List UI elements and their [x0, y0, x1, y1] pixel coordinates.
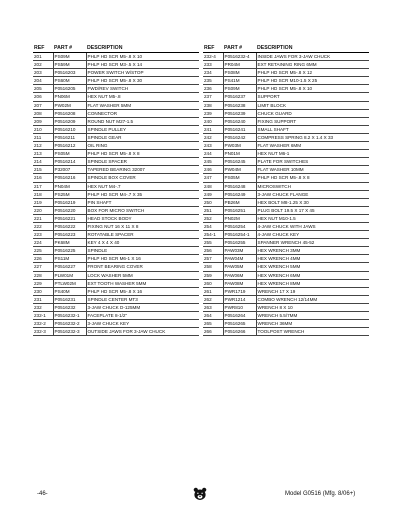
part-number-cell: P0516225 — [53, 247, 86, 255]
part-number-cell: P0516239 — [223, 109, 256, 117]
part-number-cell: PWR810 — [223, 303, 256, 311]
description-cell: FIXING SUPPORT — [256, 117, 369, 125]
part-number-cell: P0516209 — [53, 117, 86, 125]
table-row — [33, 231, 199, 239]
ref-cell: 232-2 — [33, 320, 53, 328]
description-cell: 3-JAW CHUCK D-125MM — [86, 303, 199, 311]
part-number-cell: P0516219 — [53, 198, 86, 206]
part-number-cell: P0516248 — [223, 182, 256, 190]
description-cell: PIN SHAFT — [86, 198, 199, 206]
description-header: DESCRIPTION — [86, 44, 199, 53]
ref-cell: 212 — [33, 142, 53, 150]
part-number-cell: P0516212 — [53, 142, 86, 150]
table-row — [33, 214, 199, 222]
ref-cell: 237 — [203, 93, 223, 101]
table-row — [203, 312, 369, 320]
part-number-cell: PB26M — [223, 198, 256, 206]
part-number-cell: P0516216 — [53, 174, 86, 182]
part-number-cell: P0516242 — [223, 133, 256, 141]
ref-cell: 222 — [33, 222, 53, 230]
table-row — [33, 198, 199, 206]
ref-cell: 239 — [203, 109, 223, 117]
part-number-cell: P0516232-4 — [223, 53, 256, 61]
ref-cell: 229 — [33, 279, 53, 287]
part-number-cell: P0516245 — [223, 158, 256, 166]
ref-cell: 232-3 — [33, 328, 53, 336]
part-number-cell: P0516222 — [53, 222, 86, 230]
table-row — [33, 69, 199, 77]
part-header: PART # — [53, 44, 86, 53]
description-cell: HEX WRENCH 5MM — [256, 263, 369, 271]
part-number-cell: P0516211 — [53, 133, 86, 141]
part-header: PART # — [223, 44, 256, 53]
description-cell: PLATE FOR SWITCHES — [256, 158, 369, 166]
ref-cell: 266 — [203, 328, 223, 336]
ref-cell: 245 — [203, 158, 223, 166]
table-row — [203, 109, 369, 117]
table-row — [33, 142, 199, 150]
part-number-cell: PN01M — [223, 150, 256, 158]
ref-cell: 213 — [33, 150, 53, 158]
ref-cell: 238 — [203, 101, 223, 109]
table-row — [203, 117, 369, 125]
description-cell: 4-JAW CHUCK WITH JAWS — [256, 222, 369, 230]
table-row — [33, 247, 199, 255]
part-number-cell: P0516251 — [223, 206, 256, 214]
ref-cell: 210 — [33, 125, 53, 133]
ref-cell: 206 — [33, 93, 53, 101]
description-cell: PHLP HD SCR M10-1.5 X 25 — [256, 77, 369, 85]
ref-cell: 258 — [203, 263, 223, 271]
part-number-cell: P0516254 — [223, 222, 256, 230]
part-number-cell: P0516203 — [53, 69, 86, 77]
table-row — [33, 190, 199, 198]
part-number-cell: P0516249 — [223, 190, 256, 198]
part-number-cell: PW04M — [223, 166, 256, 174]
ref-cell: 208 — [33, 109, 53, 117]
description-cell: BOX FOR MICRO SWITCH — [86, 206, 199, 214]
ref-cell: 219 — [33, 198, 53, 206]
part-number-cell: P0516254-1 — [223, 231, 256, 239]
description-cell: TOOLPOST WRENCH — [256, 328, 369, 336]
ref-cell: 244 — [203, 150, 223, 158]
description-cell: SPANNER WRENCH 45-52 — [256, 239, 369, 247]
table-row — [33, 158, 199, 166]
description-cell: LOCK WASHER 5MM — [86, 271, 199, 279]
ref-cell: 232 — [33, 303, 53, 311]
part-number-cell: P0516208 — [53, 109, 86, 117]
part-number-cell: P0516264 — [223, 312, 256, 320]
part-number-cell: PS11M — [53, 255, 86, 263]
ref-cell: 257 — [203, 255, 223, 263]
table-row — [33, 287, 199, 295]
part-number-cell: P32007 — [53, 166, 86, 174]
ref-cell: 241 — [203, 125, 223, 133]
part-number-cell: P0516265 — [223, 320, 256, 328]
description-cell: FLAT WASHER 6MM — [256, 142, 369, 150]
ref-cell: 262 — [203, 295, 223, 303]
table-row — [203, 77, 369, 85]
part-number-cell: PS60M — [53, 77, 86, 85]
table-row — [33, 109, 199, 117]
description-cell: PHLP HD SCR M5-.8 X 8 — [86, 150, 199, 158]
ref-cell: 242 — [203, 133, 223, 141]
part-number-cell: PS59M — [53, 61, 86, 69]
ref-cell: 232-1 — [33, 312, 53, 320]
ref-header: REF — [203, 44, 223, 53]
part-number-cell: P0516210 — [53, 125, 86, 133]
description-cell: HEX NUT M5-.8 — [86, 93, 199, 101]
description-cell: FLAT WASHER 5MM — [86, 101, 199, 109]
ref-cell: 259 — [203, 271, 223, 279]
ref-cell: 256 — [203, 247, 223, 255]
description-cell: WRENCH 5.5/7MM — [256, 312, 369, 320]
description-cell: PHLP HD SCR M5-.8 X 10 — [86, 53, 199, 61]
ref-cell: 240 — [203, 117, 223, 125]
ref-cell: 234 — [203, 69, 223, 77]
description-cell: ROTATABLE SPACER — [86, 231, 199, 239]
ref-cell: 218 — [33, 190, 53, 198]
table-row — [203, 263, 369, 271]
description-cell: MICROSWITCH — [256, 182, 369, 190]
part-number-cell: PR04M — [223, 61, 256, 69]
table-row — [33, 53, 199, 61]
ref-cell: 263 — [203, 303, 223, 311]
table-row — [203, 222, 369, 230]
ref-cell: 250 — [203, 198, 223, 206]
ref-cell: 202 — [33, 61, 53, 69]
ref-cell: 251 — [203, 206, 223, 214]
ref-cell: 207 — [33, 101, 53, 109]
description-cell: WRENCH 17 X 19 — [256, 287, 369, 295]
description-cell: FWD/REV SWITCH — [86, 85, 199, 93]
description-cell: COMPRESS SPRING 8.2 X 1.4 X 33 — [256, 133, 369, 141]
description-cell: HEX NUT M4-.7 — [86, 182, 199, 190]
description-cell: SPINDLE PULLEY — [86, 125, 199, 133]
table-row — [203, 133, 369, 141]
part-number-cell: P0516227 — [53, 263, 86, 271]
description-cell: SUPPORT — [256, 93, 369, 101]
ref-cell: 226 — [33, 255, 53, 263]
part-number-cell: P0516266 — [223, 328, 256, 336]
ref-cell: 254 — [203, 222, 223, 230]
table-row — [33, 279, 199, 287]
table-row — [33, 85, 199, 93]
table-row — [203, 271, 369, 279]
table-row — [203, 239, 369, 247]
table-row — [33, 206, 199, 214]
table-row — [33, 303, 199, 311]
part-number-cell: P0516205 — [53, 85, 86, 93]
description-cell: PHLP HD SCR M5-.8 X 8 — [256, 174, 369, 182]
part-number-cell: P0516232-1 — [53, 312, 86, 320]
ref-cell: 203 — [33, 69, 53, 77]
part-number-cell: PWR1719 — [223, 287, 256, 295]
table-row — [33, 133, 199, 141]
ref-cell: 204 — [33, 77, 53, 85]
table-row — [203, 247, 369, 255]
description-header: DESCRIPTION — [256, 44, 369, 53]
table-row — [33, 255, 199, 263]
description-cell: PLUG BOLT 19.5 X 17 X 45 — [256, 206, 369, 214]
part-number-cell: PK68M — [53, 239, 86, 247]
part-number-cell: PS09M — [53, 53, 86, 61]
model-label: Model G0516 (Mfg. 8/06+) — [285, 491, 356, 497]
table-row — [33, 101, 199, 109]
ref-cell: 247 — [203, 174, 223, 182]
ref-cell: 260 — [203, 279, 223, 287]
table-row — [203, 198, 369, 206]
description-cell: TAPERED BEARING 32007 — [86, 166, 199, 174]
description-cell: SPINDLE CENTER MT3 — [86, 295, 199, 303]
part-number-cell: P0516223 — [53, 231, 86, 239]
ref-cell: 243 — [203, 142, 223, 150]
ref-cell: 217 — [33, 182, 53, 190]
table-row — [203, 150, 369, 158]
description-cell: PHLP HD SCR M4-.7 X 35 — [86, 190, 199, 198]
table-row — [203, 53, 369, 61]
description-cell: COMBO WRENCH 12/14MM — [256, 295, 369, 303]
ref-cell: 223 — [33, 231, 53, 239]
part-number-cell: PAW05M — [223, 263, 256, 271]
table-row — [203, 166, 369, 174]
table-row — [203, 287, 369, 295]
description-cell: PHLP HD SCR M5-.8 X 10 — [256, 85, 369, 93]
description-cell: ROUND NUT M27-1.5 — [86, 117, 199, 125]
description-cell: HEAD STOCK BODY — [86, 214, 199, 222]
table-row — [33, 222, 199, 230]
table-row — [203, 320, 369, 328]
table-row — [203, 231, 369, 239]
part-number-cell: P0516232-2 — [53, 320, 86, 328]
table-row — [33, 312, 199, 320]
description-cell: HEX BOLT M8-1.25 X 30 — [256, 198, 369, 206]
description-cell: SPINDLE — [86, 247, 199, 255]
table-row — [203, 303, 369, 311]
part-number-cell: P0516221 — [53, 214, 86, 222]
description-cell: 3-JAW CHUCK KEY — [86, 320, 199, 328]
part-number-cell: PS05M — [223, 174, 256, 182]
table-row — [33, 61, 199, 69]
table-row — [203, 61, 369, 69]
table-row — [203, 182, 369, 190]
table-header-row — [33, 44, 199, 53]
ref-cell: 246 — [203, 166, 223, 174]
part-number-cell: PTLW02M — [53, 279, 86, 287]
ref-cell: 224 — [33, 239, 53, 247]
description-cell: SPINDLE SPACER — [86, 158, 199, 166]
ref-cell: 215 — [33, 166, 53, 174]
part-number-cell: PN06M — [53, 93, 86, 101]
description-cell: FIXING NUT 16 X 11 X 8 — [86, 222, 199, 230]
description-cell: KEY 4 X 4 X 40 — [86, 239, 199, 247]
table-row — [203, 142, 369, 150]
description-cell: WRENCH 36MM — [256, 320, 369, 328]
ref-cell: 265 — [203, 320, 223, 328]
table-row — [33, 239, 199, 247]
table-row — [33, 182, 199, 190]
ref-cell: 228 — [33, 271, 53, 279]
part-number-cell: PS41M — [223, 77, 256, 85]
page-number: -46- — [37, 491, 48, 497]
description-cell: HEX WRENCH 4MM — [256, 255, 369, 263]
part-number-cell: PW03M — [223, 142, 256, 150]
description-cell: HEX WRENCH 8MM — [256, 279, 369, 287]
ref-cell: 220 — [33, 206, 53, 214]
description-cell: PHLP HD SCR M5-.8 X 12 — [256, 69, 369, 77]
part-number-cell: P0516214 — [53, 158, 86, 166]
part-number-cell: PW02M — [53, 101, 86, 109]
table-row — [203, 255, 369, 263]
description-cell: OUTSIDE JAWS FOR 3-JAW CHUCK — [86, 328, 199, 336]
description-cell: FACEPLATE 8-1/2" — [86, 312, 199, 320]
part-number-cell: P0516240 — [223, 117, 256, 125]
parts-table-left — [33, 44, 199, 336]
description-cell: EXT RETAINING RING 6MM — [256, 61, 369, 69]
description-cell: PHLP HD SCR M6-1 X 16 — [86, 255, 199, 263]
part-number-cell: P0516232-3 — [53, 328, 86, 336]
part-number-cell: PS09M — [223, 85, 256, 93]
description-cell: LIMIT BLOCK — [256, 101, 369, 109]
part-number-cell: PN04M — [53, 182, 86, 190]
description-cell: PHLP HD SCR M5-.8 X 30 — [86, 77, 199, 85]
description-cell: INSIDE JAWS FOR 3-JAW CHUCK — [256, 53, 369, 61]
description-cell: 3-JAW CHUCK FLANGE — [256, 190, 369, 198]
part-number-cell: P0516237 — [223, 93, 256, 101]
part-number-cell: PWR1214 — [223, 295, 256, 303]
ref-cell: 211 — [33, 133, 53, 141]
ref-cell: 205 — [33, 85, 53, 93]
parts-table-right — [203, 44, 369, 336]
ref-cell: 225 — [33, 247, 53, 255]
description-cell: FRONT BEARING COVER — [86, 263, 199, 271]
part-number-cell: PAW06M — [223, 271, 256, 279]
table-row — [203, 328, 369, 336]
ref-cell: 221 — [33, 214, 53, 222]
ref-cell: 248 — [203, 182, 223, 190]
part-number-cell: P0516241 — [223, 125, 256, 133]
part-number-cell: PAW04M — [223, 255, 256, 263]
table-row — [33, 117, 199, 125]
ref-cell: 254-1 — [203, 231, 223, 239]
ref-cell: 214 — [33, 158, 53, 166]
table-row — [203, 295, 369, 303]
table-row — [203, 279, 369, 287]
ref-cell: 249 — [203, 190, 223, 198]
ref-header: REF — [33, 44, 53, 53]
description-cell: SMALL SHAFT — [256, 125, 369, 133]
ref-cell: 233 — [203, 61, 223, 69]
ref-cell: 255 — [203, 239, 223, 247]
description-cell: HEX NUT M10-1.5 — [256, 214, 369, 222]
description-cell: SPINDLE BOX COVER — [86, 174, 199, 182]
part-number-cell: PS05M — [53, 150, 86, 158]
part-number-cell: PN02M — [223, 214, 256, 222]
description-cell: EXT TOOTH WASHER 5MM — [86, 279, 199, 287]
part-number-cell: PS25M — [53, 190, 86, 198]
table-row — [203, 174, 369, 182]
table-row — [203, 214, 369, 222]
table-header-row — [203, 44, 369, 53]
ref-cell: 209 — [33, 117, 53, 125]
part-number-cell: PAW03M — [223, 247, 256, 255]
description-cell: HEX WRENCH 6MM — [256, 271, 369, 279]
part-number-cell: PAW08M — [223, 279, 256, 287]
table-row — [203, 206, 369, 214]
table-row — [33, 125, 199, 133]
description-cell: POWER SWITCH W/STOP — [86, 69, 199, 77]
description-cell: PHLP HD SCR M5-.8 X 16 — [86, 287, 199, 295]
part-number-cell: P0516231 — [53, 295, 86, 303]
description-cell: HEX WRENCH 3MM — [256, 247, 369, 255]
table-row — [33, 263, 199, 271]
table-row — [33, 166, 199, 174]
part-number-cell: P0516255 — [223, 239, 256, 247]
description-cell: PHLP HD SCR M3-.5 X 14 — [86, 61, 199, 69]
ref-cell: 235 — [203, 77, 223, 85]
table-row — [33, 150, 199, 158]
ref-cell: 230 — [33, 287, 53, 295]
part-number-cell: PS08M — [223, 69, 256, 77]
part-number-cell: PLW01M — [53, 271, 86, 279]
ref-cell: 264 — [203, 312, 223, 320]
part-number-cell: P0516232 — [53, 303, 86, 311]
table-row — [203, 69, 369, 77]
description-cell: OIL RING — [86, 142, 199, 150]
part-number-cell: P0516238 — [223, 101, 256, 109]
description-cell: CONNECTOR — [86, 109, 199, 117]
table-row — [33, 295, 199, 303]
table-row — [33, 320, 199, 328]
table-row — [203, 101, 369, 109]
table-row — [33, 93, 199, 101]
description-cell: FLAT WASHER 10MM — [256, 166, 369, 174]
description-cell: SPINDLE GEAR — [86, 133, 199, 141]
ref-cell: 232-4 — [203, 53, 223, 61]
ref-cell: 231 — [33, 295, 53, 303]
table-row — [203, 125, 369, 133]
ref-cell: 201 — [33, 53, 53, 61]
description-cell: CHUCK GUARD — [256, 109, 369, 117]
description-cell: WRENCH 8 X 10 — [256, 303, 369, 311]
description-cell: HEX NUT M6-1 — [256, 150, 369, 158]
table-row — [203, 85, 369, 93]
ref-cell: 261 — [203, 287, 223, 295]
ref-cell: 252 — [203, 214, 223, 222]
table-row — [203, 158, 369, 166]
description-cell: 4-JAW CHUCK KEY — [256, 231, 369, 239]
table-row — [33, 77, 199, 85]
part-number-cell: P0516220 — [53, 206, 86, 214]
ref-cell: 227 — [33, 263, 53, 271]
table-row — [33, 328, 199, 336]
part-number-cell: PS40M — [53, 287, 86, 295]
table-row — [203, 190, 369, 198]
ref-cell: 236 — [203, 85, 223, 93]
table-row — [33, 271, 199, 279]
bear-logo-icon — [193, 487, 207, 501]
ref-cell: 216 — [33, 174, 53, 182]
table-row — [203, 93, 369, 101]
table-row — [33, 174, 199, 182]
